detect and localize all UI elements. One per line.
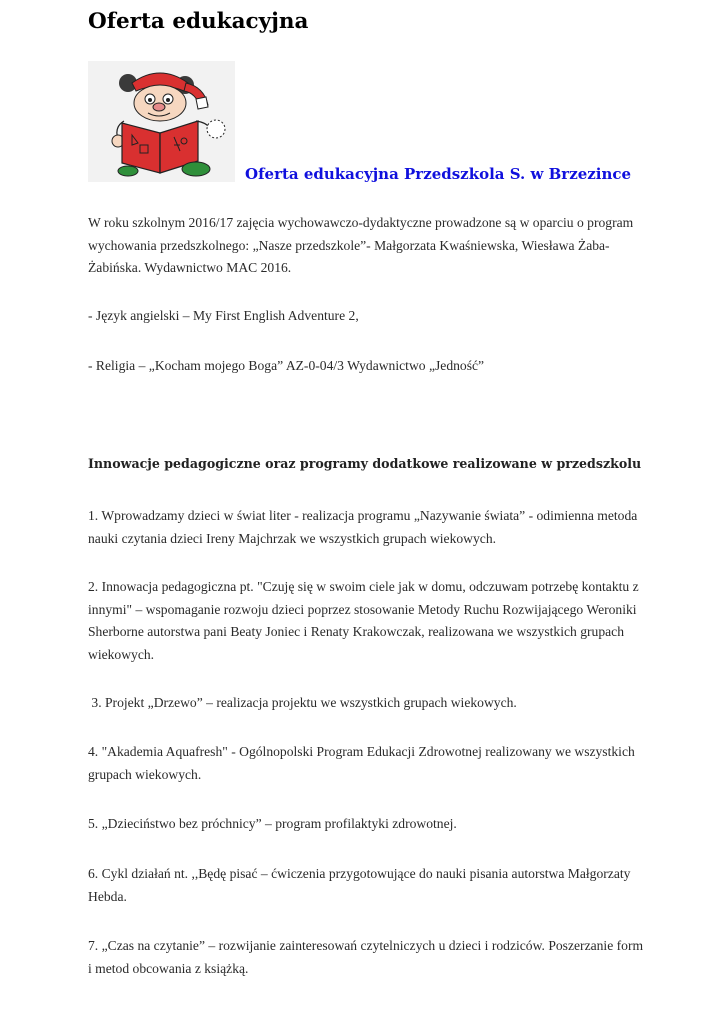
innovation-item-text: 7. „Czas na czytanie” – rozwijanie zainteresowań czytelniczych u dzieci i rodziców. Poszerzanie form i metod obcowania z książką. xyxy=(88,938,644,976)
program-item-text: - Religia – „Kocham mojego Boga” AZ-0-04/3 Wydawnictwo „Jedność” xyxy=(88,358,485,373)
program-item xyxy=(88,355,648,378)
innovation-item-text: 5. „Dzieciństwo bez próchnicy” – program profilaktyki zdrowotnej. xyxy=(88,816,457,831)
intro-paragraph xyxy=(88,212,648,280)
innovations-heading: Innowacje pedagogiczne oraz programy dodatkowe realizowane w przedszkolu xyxy=(88,456,642,471)
clown-reading-book-icon xyxy=(88,61,235,182)
innovation-item xyxy=(88,576,648,666)
innovation-item xyxy=(88,692,648,715)
innovation-item xyxy=(88,741,648,786)
program-item-text: - Język angielski – My First English Adventure 2, xyxy=(88,308,359,323)
innovation-item xyxy=(88,935,648,980)
program-item xyxy=(88,305,648,328)
innovation-item xyxy=(88,863,648,908)
innovation-item xyxy=(88,505,648,550)
innovation-item-text: 3. Projekt „Drzewo” – realizacja projektu we wszystkich grupach wiekowych. xyxy=(88,695,517,710)
innovation-item-text: 6. Cykl działań nt. ,,Będę pisać – ćwiczenia przygotowujące do nauki pisania autorstwa Małgorzaty Hebda. xyxy=(88,866,631,904)
page-subtitle: Oferta edukacyjna Przedszkola S. w Brzezince xyxy=(245,165,632,183)
page-title: Oferta edukacyjna xyxy=(88,9,309,34)
innovation-item xyxy=(88,813,648,836)
innovation-item-text: 4. "Akademia Aquafresh" - Ogólnopolski Program Edukacji Zdrowotnej realizowany we wszystkich grupach wiekowych. xyxy=(88,744,635,782)
intro-text: W roku szkolnym 2016/17 zajęcia wychowawczo-dydaktyczne prowadzone są w oparciu o program wychowania przedszkolnego: „Nasze przedszkole”- Małgorzata Kwaśniewska, Wiesława Żaba-Żabińska. Wydawnictwo MAC 2016. xyxy=(88,215,634,275)
innovation-item-text: 1. Wprowadzamy dzieci w świat liter - realizacja programu „Nazywanie świata” - odimienna metoda nauki czytania dzieci Ireny Majchrzak we wszystkich grupach wiekowych. xyxy=(88,508,638,546)
innovation-item-text: 2. Innowacja pedagogiczna pt. "Czuję się w swoim ciele jak w domu, odczuwam potrzebę kontaktu z innymi" – wspomaganie rozwoju dzieci poprzez stosowanie Metody Ruchu Rozwijającego Weroniki Sherborne autorstwa pani Beaty Joniec i Renaty Krakowczak, realizowana we wszystkich grupach wiekowych. xyxy=(88,579,639,662)
header-row xyxy=(88,61,648,185)
